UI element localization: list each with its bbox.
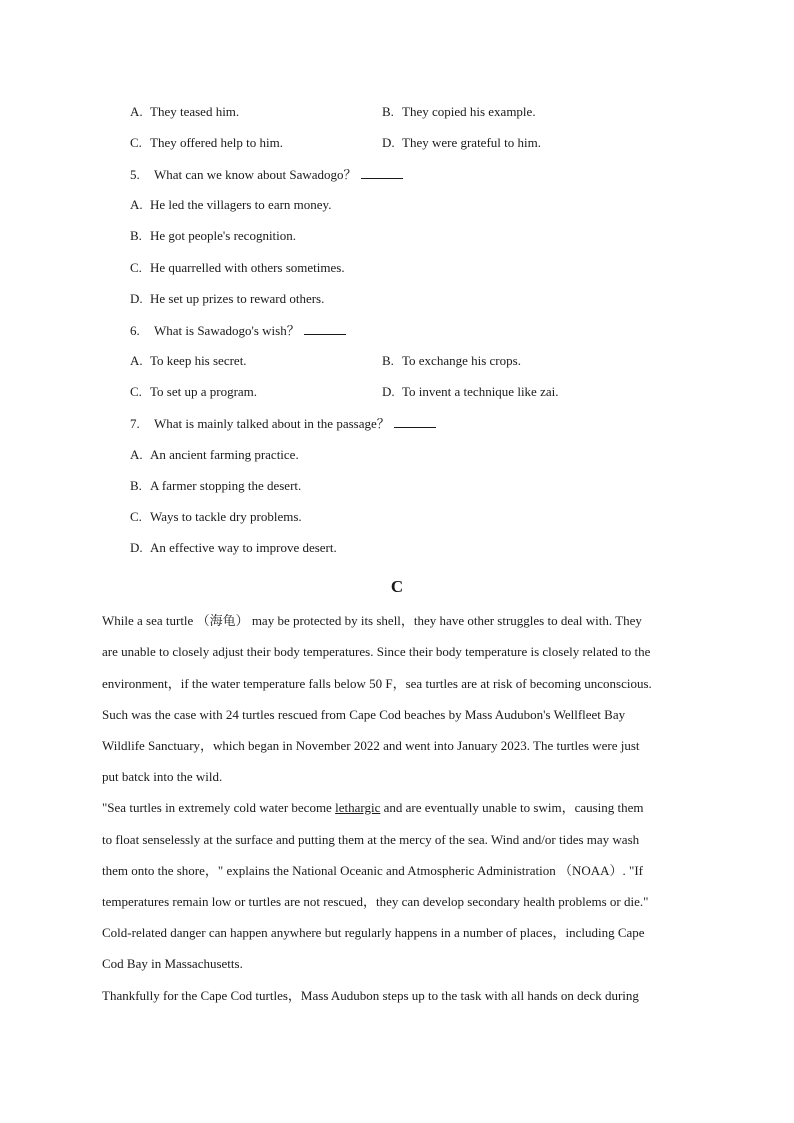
- option-text: An ancient farming practice.: [150, 447, 299, 462]
- q4-option-c[interactable]: [130, 135, 283, 151]
- q6-option-a[interactable]: [130, 353, 247, 369]
- option-text: To invent a technique like zai.: [402, 384, 559, 399]
- passage-line: Thankfully for the Cape Cod turtles，Mass Audubon steps up to the task with all hands on deck during: [102, 988, 639, 1003]
- option-letter: C.: [130, 135, 142, 150]
- passage-text: "Sea turtles in extremely cold water become: [102, 800, 336, 815]
- passage-text: and are eventually unable to swim，causing them: [380, 800, 644, 815]
- q6-option-d[interactable]: [382, 384, 558, 400]
- question-text: What can we know about Sawadogo？: [154, 167, 357, 182]
- passage-line: are unable to closely adjust their body temperatures. Since their body temperature is closely related to the: [102, 644, 651, 659]
- q5-stem: [130, 166, 403, 183]
- answer-blank[interactable]: [304, 322, 346, 335]
- option-text: They were grateful to him.: [402, 135, 541, 150]
- passage-line: While a sea turtle （海龟） may be protected by its shell，they have other struggles to deal with. They: [102, 613, 642, 628]
- q5-option-b[interactable]: [130, 228, 296, 244]
- section-heading: C: [390, 577, 404, 596]
- passage-line: to float senselessly at the surface and putting them at the mercy of the sea. Wind and/or tides may wash: [102, 832, 640, 847]
- option-letter: D.: [130, 540, 143, 555]
- q6-option-c[interactable]: [130, 384, 257, 400]
- q7-option-c[interactable]: [130, 509, 302, 525]
- passage-line: put batck into the wild.: [102, 769, 223, 784]
- option-text: They copied his example.: [402, 104, 536, 119]
- option-letter: B.: [130, 228, 142, 243]
- option-text: He quarrelled with others sometimes.: [150, 260, 345, 275]
- q7-stem: [130, 415, 436, 432]
- option-text: To keep his secret.: [150, 353, 247, 368]
- question-number: 5.: [130, 167, 140, 182]
- q6-stem: [130, 322, 346, 339]
- q4-option-b[interactable]: [382, 104, 536, 120]
- option-text: They teased him.: [150, 104, 240, 119]
- option-letter: A.: [130, 447, 143, 462]
- q6-option-b[interactable]: [382, 353, 521, 369]
- passage-line: Cod Bay in Massachusetts.: [102, 956, 243, 971]
- option-letter: C.: [130, 509, 142, 524]
- option-letter: A.: [130, 197, 143, 212]
- q5-option-d[interactable]: [130, 291, 324, 307]
- answer-blank[interactable]: [394, 415, 436, 428]
- q7-option-d[interactable]: [130, 540, 337, 556]
- question-number: 7.: [130, 416, 140, 431]
- option-text: To set up a program.: [150, 384, 258, 399]
- option-letter: A.: [130, 104, 143, 119]
- option-letter: D.: [382, 135, 395, 150]
- option-letter: A.: [130, 353, 143, 368]
- question-text: What is Sawadogo's wish？: [154, 323, 300, 338]
- underlined-word: lethargic: [335, 800, 381, 815]
- option-letter: B.: [130, 478, 142, 493]
- passage-line: Such was the case with 24 turtles rescued from Cape Cod beaches by Mass Audubon's Wellfleet Bay: [102, 707, 626, 722]
- q7-option-a[interactable]: [130, 447, 299, 463]
- option-letter: C.: [130, 384, 142, 399]
- option-letter: B.: [382, 353, 394, 368]
- q4-option-d[interactable]: [382, 135, 541, 151]
- question-number: 6.: [130, 323, 140, 338]
- option-text: He got people's recognition.: [150, 228, 297, 243]
- option-letter: B.: [382, 104, 394, 119]
- option-text: To exchange his crops.: [402, 353, 521, 368]
- passage-line: [102, 800, 644, 816]
- option-text: Ways to tackle dry problems.: [150, 509, 302, 524]
- option-letter: D.: [130, 291, 143, 306]
- passage-line: environment，if the water temperature falls below 50 F，sea turtles are at risk of becoming unconscious.: [102, 676, 652, 691]
- option-text: An effective way to improve desert.: [150, 540, 337, 555]
- q7-option-b[interactable]: [130, 478, 301, 494]
- option-text: He set up prizes to reward others.: [150, 291, 325, 306]
- q5-option-a[interactable]: [130, 197, 331, 213]
- passage-line: them onto the shore，" explains the National Oceanic and Atmospheric Administration （NOAA）. "If: [102, 863, 643, 878]
- passage-line: temperatures remain low or turtles are not rescued，they can develop secondary health problems or die.": [102, 894, 649, 909]
- passage-line: Cold-related danger can happen anywhere but regularly happens in a number of places，including Cape: [102, 925, 645, 940]
- q5-option-c[interactable]: [130, 260, 345, 276]
- option-text: A farmer stopping the desert.: [150, 478, 302, 493]
- option-letter: C.: [130, 260, 142, 275]
- option-letter: D.: [382, 384, 395, 399]
- question-text: What is mainly talked about in the passage？: [154, 416, 390, 431]
- answer-blank[interactable]: [361, 166, 403, 179]
- passage-line: Wildlife Sanctuary，which began in November 2022 and went into January 2023. The turtles were just: [102, 738, 640, 753]
- option-text: They offered help to him.: [150, 135, 283, 150]
- q4-option-a[interactable]: [130, 104, 239, 120]
- option-text: He led the villagers to earn money.: [150, 197, 332, 212]
